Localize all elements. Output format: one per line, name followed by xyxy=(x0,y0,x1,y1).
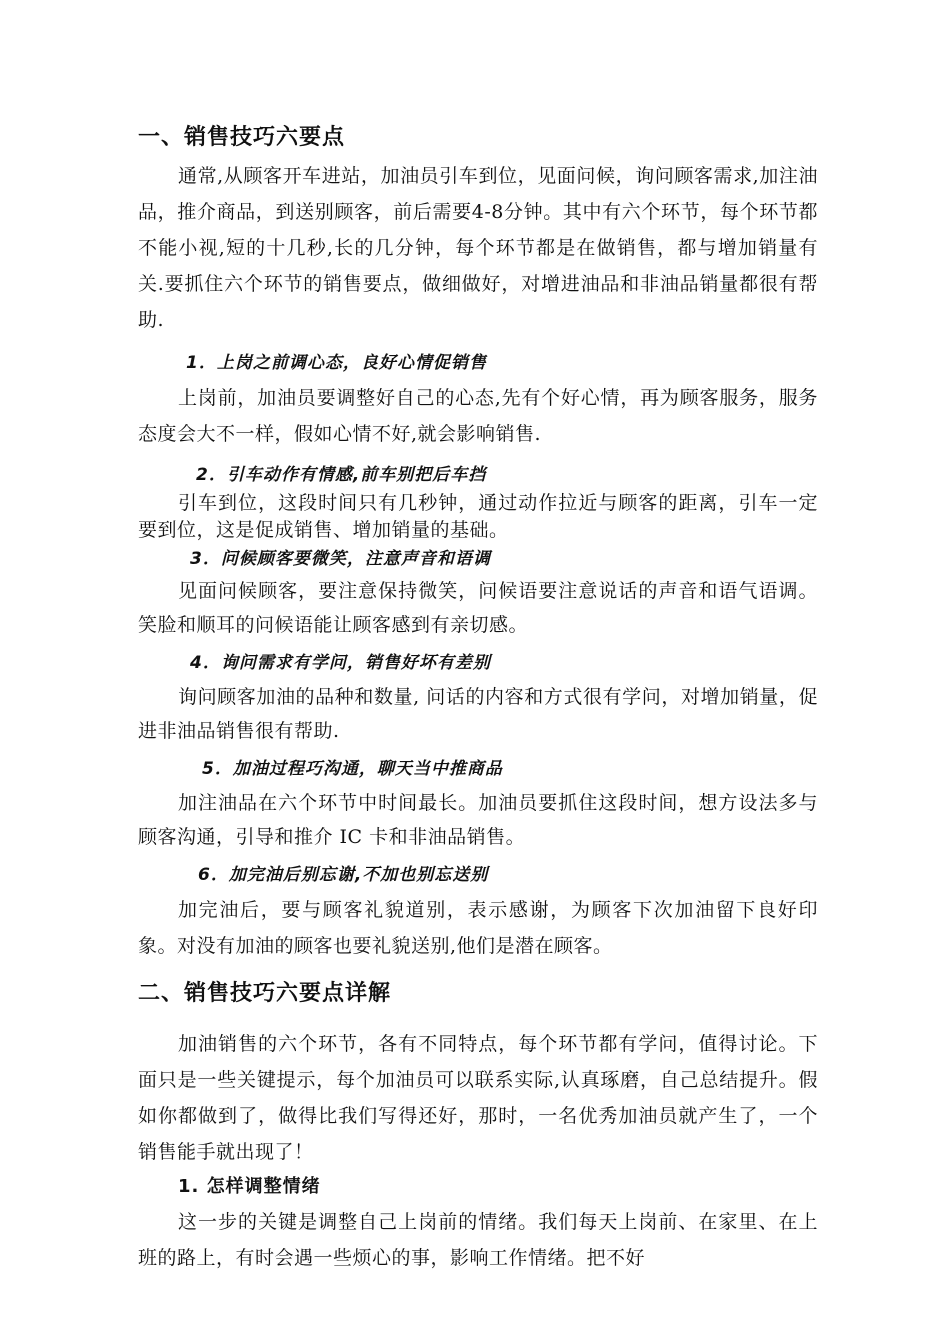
point-2-body: 引车到位，这段时间只有几秒钟，通过动作拉近与顾客的距离，引车一定要到位，这是促成销售、增加销量的基础。 xyxy=(138,492,818,541)
subsection-1-heading: 1. 怎样调整情绪 xyxy=(178,1176,321,1197)
point-3-heading: 3．问候顾客要微笑，注意声音和语调 xyxy=(190,549,491,569)
point-5-body: 加注油品在六个环节中时间最长。加油员要抓住这段时间，想方设法多与顾客沟通，引导和推介 IC 卡和非油品销售。 xyxy=(138,792,818,848)
section-1-title: 一、销售技巧六要点 xyxy=(138,125,346,150)
point-1-body: 上岗前，加油员要调整好自己的心态,先有个好心情，再为顾客服务，服务态度会大不一样，假如心情不好,就会影响销售. xyxy=(138,387,818,445)
point-6-heading: 6．加完油后别忘谢,不加也别忘送别 xyxy=(198,865,489,885)
document-page xyxy=(138,118,818,1276)
point-3-body: 见面问候顾客，要注意保持微笑，问候语要注意说话的声音和语气语调。笑脸和顺耳的问候语能让顾客感到有亲切感。 xyxy=(138,580,818,636)
subsection-1-body: 这一步的关键是调整自己上岗前的情绪。我们每天上岗前、在家里、在上班的路上，有时会遇一些烦心的事，影响工作情绪。把不好 xyxy=(138,1211,818,1269)
point-4-heading: 4．询问需求有学问，销售好坏有差别 xyxy=(190,653,491,673)
point-1-heading: 1．上岗之前调心态，良好心情促销售 xyxy=(186,353,487,373)
section-2-intro: 加油销售的六个环节，各有不同特点，每个环节都有学问，值得讨论。下面只是一些关键提示，每个加油员可以联系实际,认真琢磨，自己总结提升。假如你都做到了，做得比我们写得还好，那时，一名优秀加油员就产生了，一个销售能手就出现了！ xyxy=(138,1033,818,1163)
point-5-heading: 5．加油过程巧沟通，聊天当中推商品 xyxy=(202,759,503,779)
point-6-body: 加完油后，要与顾客礼貌道别，表示感谢，为顾客下次加油留下良好印象。对没有加油的顾客也要礼貌送别,他们是潜在顾客。 xyxy=(138,899,818,957)
section-1-intro: 通常,从顾客开车进站，加油员引车到位，见面问候，询问顾客需求,加注油品，推介商品，到送别顾客，前后需要4-8分钟。其中有六个环节，每个环节都不能小视,短的十几秒,长的几分钟，每个环节都是在做销售，都与增加销量有关.要抓住六个环节的销售要点，做细做好，对增进油品和非油品销量都很有帮助. xyxy=(138,165,818,331)
point-2-heading: 2．引车动作有情感,前车别把后车挡 xyxy=(196,465,487,485)
section-2-title: 二、销售技巧六要点详解 xyxy=(138,981,392,1006)
point-4-body: 询问顾客加油的品种和数量, 问话的内容和方式很有学问，对增加销量，促进非油品销售很有帮助. xyxy=(138,686,818,742)
